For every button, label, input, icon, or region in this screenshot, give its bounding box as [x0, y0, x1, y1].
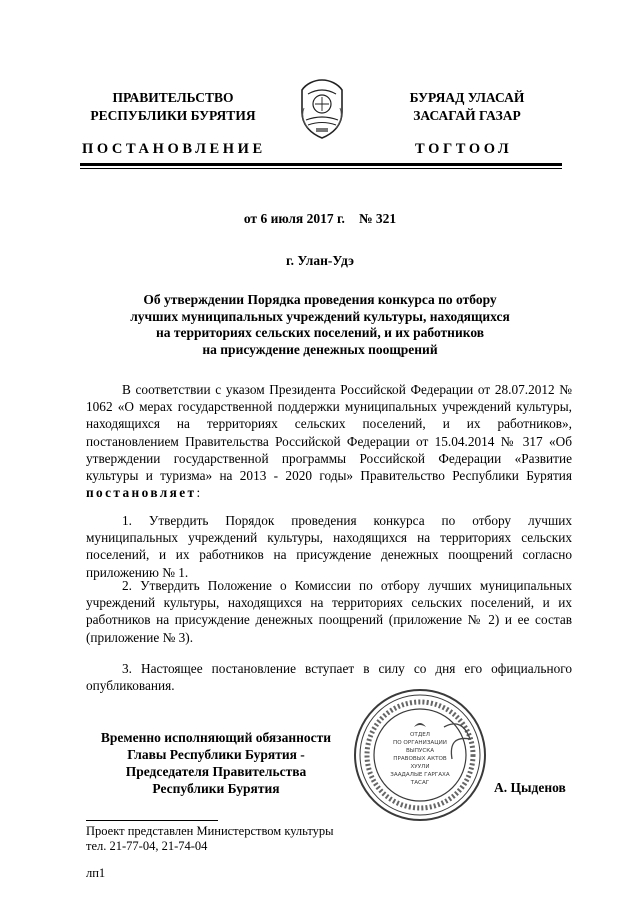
decree-title	[90, 292, 550, 358]
signatory-name: А. Цыденов	[494, 780, 566, 795]
preamble-text: В соответствии с указом Президента Российской Федерации от 28.07.2012 № 1062 «О мерах государственной поддержки муниципальных учреждений культуры, находящихся на территориях сельских поселений, и их работников», постановлением Правительства Российской Федерации от 15.04.2014 № 317 «Об утверждении государственной программы Российской Федерации «Развитие культуры и туризма» на 2013 - 2020 годы» Правительство Республики Бурятия	[86, 382, 572, 484]
header-right	[372, 89, 562, 125]
position-line-2: Главы Республики Бурятия -	[127, 747, 305, 762]
seal-line-7: ТАСАГ	[410, 780, 430, 786]
position-line-4: Республики Бурятия	[152, 781, 280, 796]
clause-1: 1. Утвердить Порядок проведения конкурса по отбору лучших муниципальных учреждений культуры, находящихся на территориях сельских поселений, и их работников на присуждение денежных поощрений согласно приложению № 1.	[86, 513, 572, 580]
header-right-line2: ЗАСАГАЙ ГАЗАР	[413, 108, 521, 123]
decree-number: № 321	[358, 211, 397, 226]
signatory-position	[86, 729, 346, 797]
document-code: лп1	[86, 866, 106, 880]
title-line-4: на присуждение денежных поощрений	[202, 341, 438, 357]
title-line-2: лучших муниципальных учреждений культуры, находящихся	[130, 308, 510, 324]
preamble-keyword: постановляет	[86, 485, 197, 501]
coat-of-arms-icon	[296, 78, 348, 140]
official-seal-icon	[352, 687, 488, 823]
seal-line-1: ОТДЕЛ	[410, 732, 430, 738]
position-line-1: Временно исполняющий обязанности	[100, 730, 332, 745]
header-divider-thin	[80, 168, 562, 169]
clause-3: 3. Настоящее постановление вступает в силу со дня его официального опубликования.	[86, 661, 572, 694]
header-right-line1: БУРЯАД УЛАСАЙ	[409, 90, 525, 105]
seal-line-5: ХУУЛИ	[410, 764, 430, 770]
decree-label-bua: ТОГТООЛ	[415, 141, 513, 157]
preamble-end: :	[196, 485, 201, 501]
footer-line-1: Проект представлен Министерством культуры	[86, 824, 334, 838]
footer-note	[86, 824, 334, 854]
clause-2: 2. Утвердить Положение о Комиссии по отбору лучших муниципальных учреждений культуры, находящихся на территориях сельских поселений, и их работников на присуждение денежных поощрений (приложение № 2) и ее состав (приложение № 3).	[86, 578, 572, 645]
seal-line-3: ВЫПУСКА	[405, 748, 435, 754]
header-left-line2: РЕСПУБЛИКИ БУРЯТИЯ	[90, 108, 256, 123]
title-line-1: Об утверждении Порядка проведения конкурса по отбору	[143, 292, 497, 307]
decree-label-ru: ПОСТАНОВЛЕНИЕ	[82, 141, 266, 157]
footer-divider	[86, 820, 218, 821]
seal-line-4: ПРАВОВЫХ АКТОВ	[393, 756, 447, 762]
position-line-3: Председателя Правительства	[125, 764, 307, 779]
header-left-line1: ПРАВИТЕЛЬСТВО	[112, 90, 234, 105]
decree-date: от 6 июля 2017 г.	[243, 211, 345, 226]
seal-line-6: ЗААДАЛЫЕ ГАРГАХА	[390, 772, 450, 778]
decree-date-line	[0, 211, 640, 227]
header-divider-thick	[80, 163, 562, 166]
preamble-paragraph	[86, 381, 572, 501]
title-line-3: на территориях сельских поселений, и их работников	[155, 325, 485, 340]
seal-line-2: ПО ОРГАНИЗАЦИИ	[393, 740, 447, 746]
decree-city: г. Улан-Удэ	[286, 253, 354, 268]
header-left	[78, 89, 268, 125]
footer-line-2: тел. 21-77-04, 21-74-04	[86, 839, 208, 853]
